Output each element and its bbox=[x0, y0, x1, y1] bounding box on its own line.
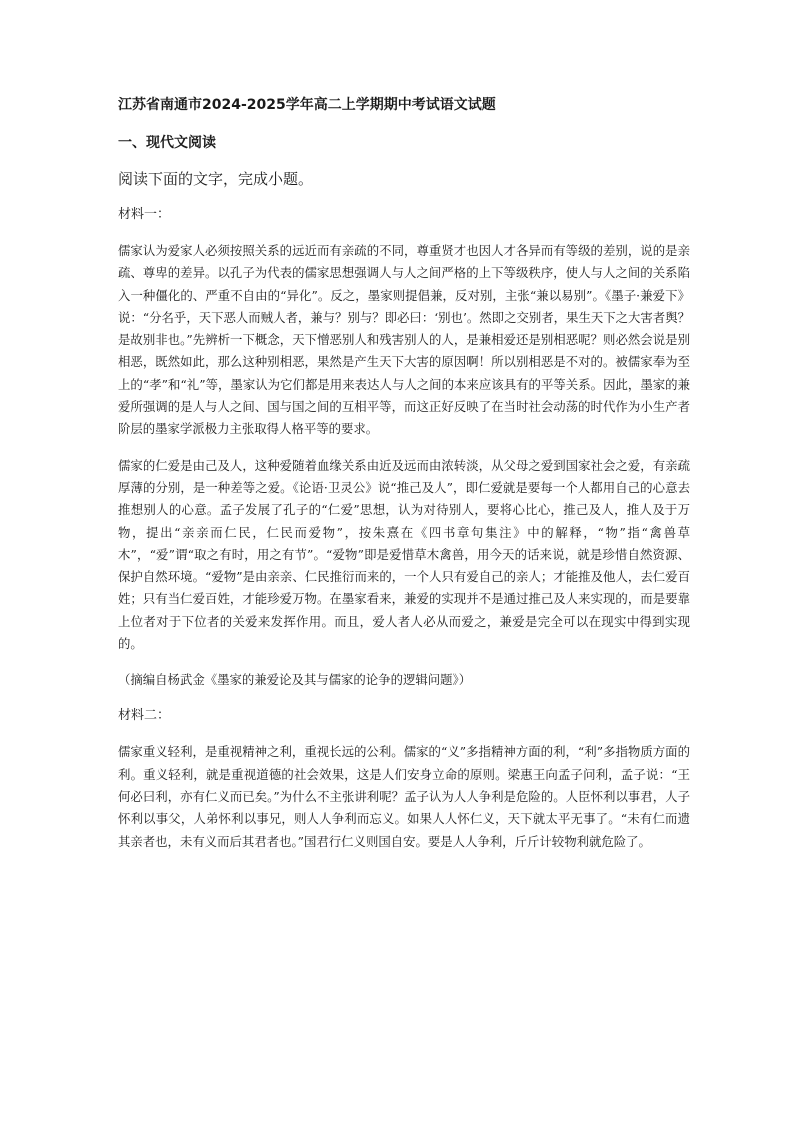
section-heading: 一、现代文阅读 bbox=[118, 135, 216, 151]
document-page bbox=[118, 94, 690, 853]
material-one-source: （摘编自杨武金《墨家的兼爱论及其与儒家的论争的逻辑问题》） bbox=[118, 672, 472, 688]
material-one-paragraph-1: 儒家认为爱家人必须按照关系的远近而有亲疏的不同，尊重贤才也因人才各异而有等级的差别，说的是亲疏、尊卑的差异。以孔子为代表的儒家思想强调人与人之间严格的上下等级秩序，使人与人之间的关系陷入一种僵化的、严重不自由的“异化”。反之，墨家则提倡兼，反对别，主张“兼以易别”。《墨子·兼爱下》说：“分名乎，天下恶人而贼人者，兼与？别与？即必曰：‘别也’。然即之交别者，果生天下之大害者舆？是故别非也。”先辨析一下概念，天下憎恶别人和残害别人的人，是兼相爱还是别相恶呢？则必然会说是别相恶，既然如此，那么这种别相恶，果然是产生天下大害的原因啊！所以别相恶是不对的。被儒家奉为至上的“孝”和“礼”等，墨家认为它们都是用来表达人与人之间的本来应该具有的平等关系。因此，墨家的兼爱所强调的是人与人之间、国与国之间的互相平等，而这正好反映了在当时社会动荡的时代作为小生产者阶层的墨家学派极力主张取得人格平等的要求。 bbox=[118, 243, 690, 437]
document-title: 江苏省南通市2024-2025学年高二上学期期中考试语文试题 bbox=[118, 97, 496, 113]
material-two-paragraph-1: 儒家重义轻利，是重视精神之利，重视长远的公利。儒家的“义”多指精神方面的利，“利”多指物质方面的利。重义轻利，就是重视道德的社会效果，这是人们安身立命的原则。梁惠王向孟子问利，孟子说：“王何必曰利，亦有仁义而已矣。”为什么不主张讲利呢？孟子认为人人争利是危险的。人臣怀利以事君，人子怀利以事父，人弟怀利以事兄，则人人争利而忘义。如果人人怀仁义，天下就太平无事了。“未有仁而遗其亲者也，未有义而后其君者也。”国君行仁义则国自安。要是人人争利，斤斤计较物利就危险了。 bbox=[118, 744, 690, 849]
reading-instruction: 阅读下面的文字，完成小题。 bbox=[118, 170, 314, 188]
material-one-label: 材料一： bbox=[118, 207, 171, 222]
material-two-label: 材料二： bbox=[118, 708, 171, 724]
material-one-paragraph-2: 儒家的仁爱是由己及人，这种爱随着血缘关系由近及远而由浓转淡，从父母之爱到国家社会之爱，有亲疏厚薄的分别，是一种差等之爱。《论语·卫灵公》说“推己及人”，即仁爱就是要每一个人都用自己的心意去推想别人的心意。孟子发展了孔子的“仁爱”思想，认为对待别人，要将心比心，推己及人，推人及于万物，提出“亲亲而仁民，仁民而爱物”，按朱熹在《四书章句集注》中的解释，“物”指“禽兽草木”，“爱”谓“取之有时，用之有节”。“爱物”即是爱惜草木禽兽，用今天的话来说，就是珍惜自然资源、保护自然环境。“爱物”是由亲亲、仁民推衍而来的，一个人只有爱自己的亲人；才能推及他人，去仁爱百姓；只有当仁爱百姓，才能珍爱万物。在墨家看来，兼爱的实现并不是通过推己及人来实现的，而是要靠上位者对于下位者的关爱来发挥作用。而且，爱人者人必从而爱之，兼爱是完全可以在现实中得到实现的。 bbox=[118, 457, 690, 652]
